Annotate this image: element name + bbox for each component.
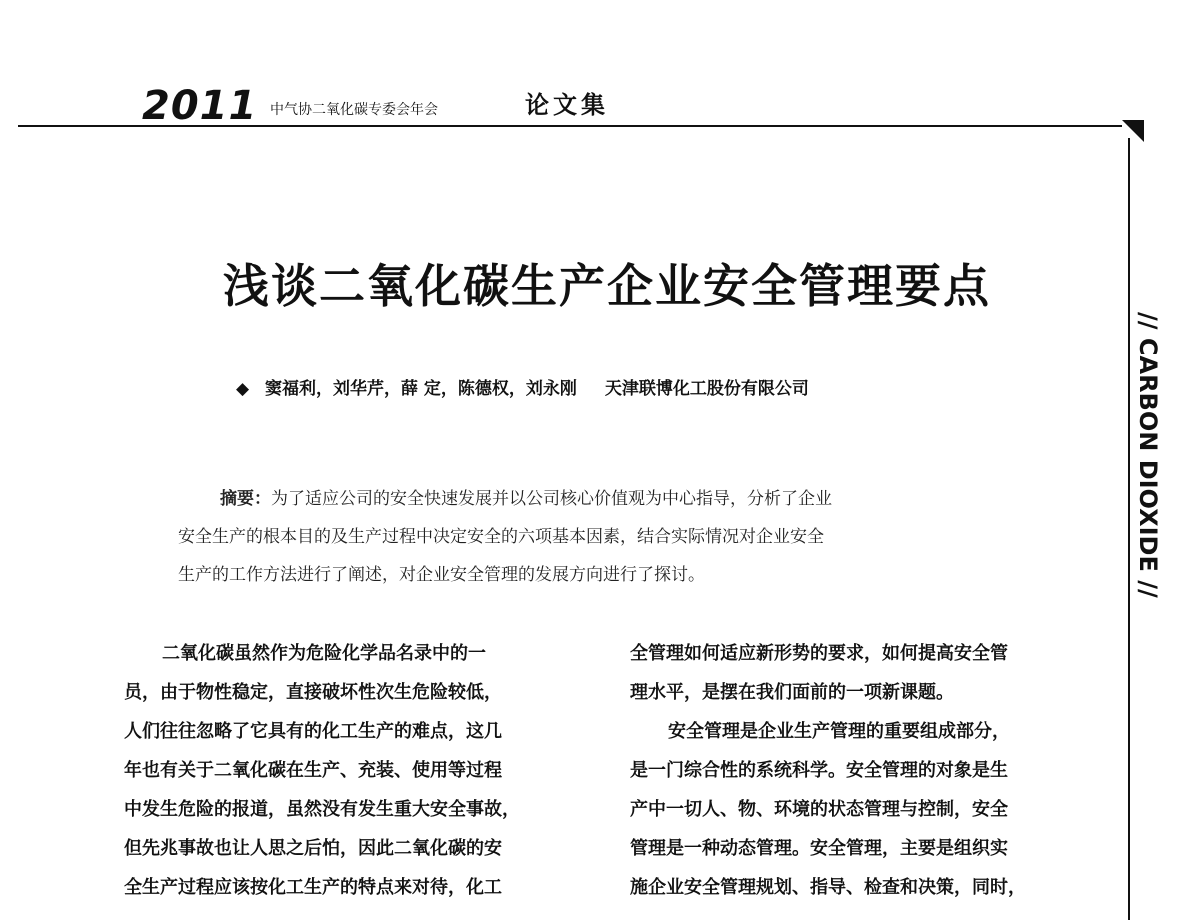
author-line: [236, 374, 809, 399]
body-line: 是一门综合性的系统科学。安全管理的对象是生: [630, 760, 1008, 781]
authors: 窦福利，刘华芹，薛 定，陈德权，刘永刚: [265, 379, 577, 399]
affiliation: 天津联博化工股份有限公司: [604, 379, 809, 399]
abstract: [178, 480, 1058, 594]
body-line: 二氧化碳虽然作为危险化学品名录中的一: [162, 643, 486, 664]
abstract-label: 摘要：: [220, 489, 271, 509]
body-line: 年也有关于二氧化碳在生产、充装、使用等过程: [124, 760, 502, 781]
abstract-line-3: 生产的工作方法进行了阐述，对企业安全管理的发展方向进行了探讨。: [178, 565, 705, 585]
body-line: 全管理如何适应新形势的要求，如何提高安全管: [630, 643, 1008, 664]
article-title: 浅谈二氧化碳生产企业安全管理要点: [223, 259, 991, 313]
body-line: 管理是一种动态管理。安全管理，主要是组织实: [630, 838, 1008, 859]
bullet-icon: ◆: [236, 379, 250, 399]
body-line: 施企业安全管理规划、指导、检查和决策，同时，: [630, 877, 1026, 898]
body-line: 但先兆事故也让人思之后怕，因此二氧化碳的安: [124, 838, 502, 859]
abstract-line-1: [178, 480, 1058, 518]
body-line: 产中一切人、物、环境的状态管理与控制，安全: [630, 799, 1008, 820]
body-column-right: [630, 634, 1100, 907]
header-title: 论文集: [525, 91, 609, 119]
abstract-text-1: 为了适应公司的安全快速发展并以公司核心价值观为中心指导，分析了企业: [271, 489, 832, 509]
body-column-left: [124, 634, 594, 907]
body-line: 全生产过程应该按化工生产的特点来对待，化工: [124, 877, 502, 898]
body-line: 人们往往忽略了它具有的化工生产的难点，这几: [124, 721, 502, 742]
running-header: [0, 83, 1122, 130]
body-line: 中发生危险的报道，虽然没有发生重大安全事故，: [124, 799, 520, 820]
body-line: 安全管理是企业生产管理的重要组成部分，: [668, 721, 1010, 742]
body-line: 理水平，是摆在我们面前的一项新课题。: [630, 682, 954, 703]
abstract-line-2: 安全生产的根本目的及生产过程中决定安全的六项基本因素，结合实际情况对企业安全: [178, 527, 824, 547]
side-tab-corner: [1122, 120, 1144, 142]
side-label: // CARBON DIOXIDE //: [1134, 312, 1162, 598]
header-subtitle: 中气协二氧化碳专委会年会: [270, 102, 438, 118]
header-year: 2011: [142, 83, 258, 129]
body-line: 员，由于物性稳定，直接破坏性次生危险较低，: [124, 682, 502, 703]
